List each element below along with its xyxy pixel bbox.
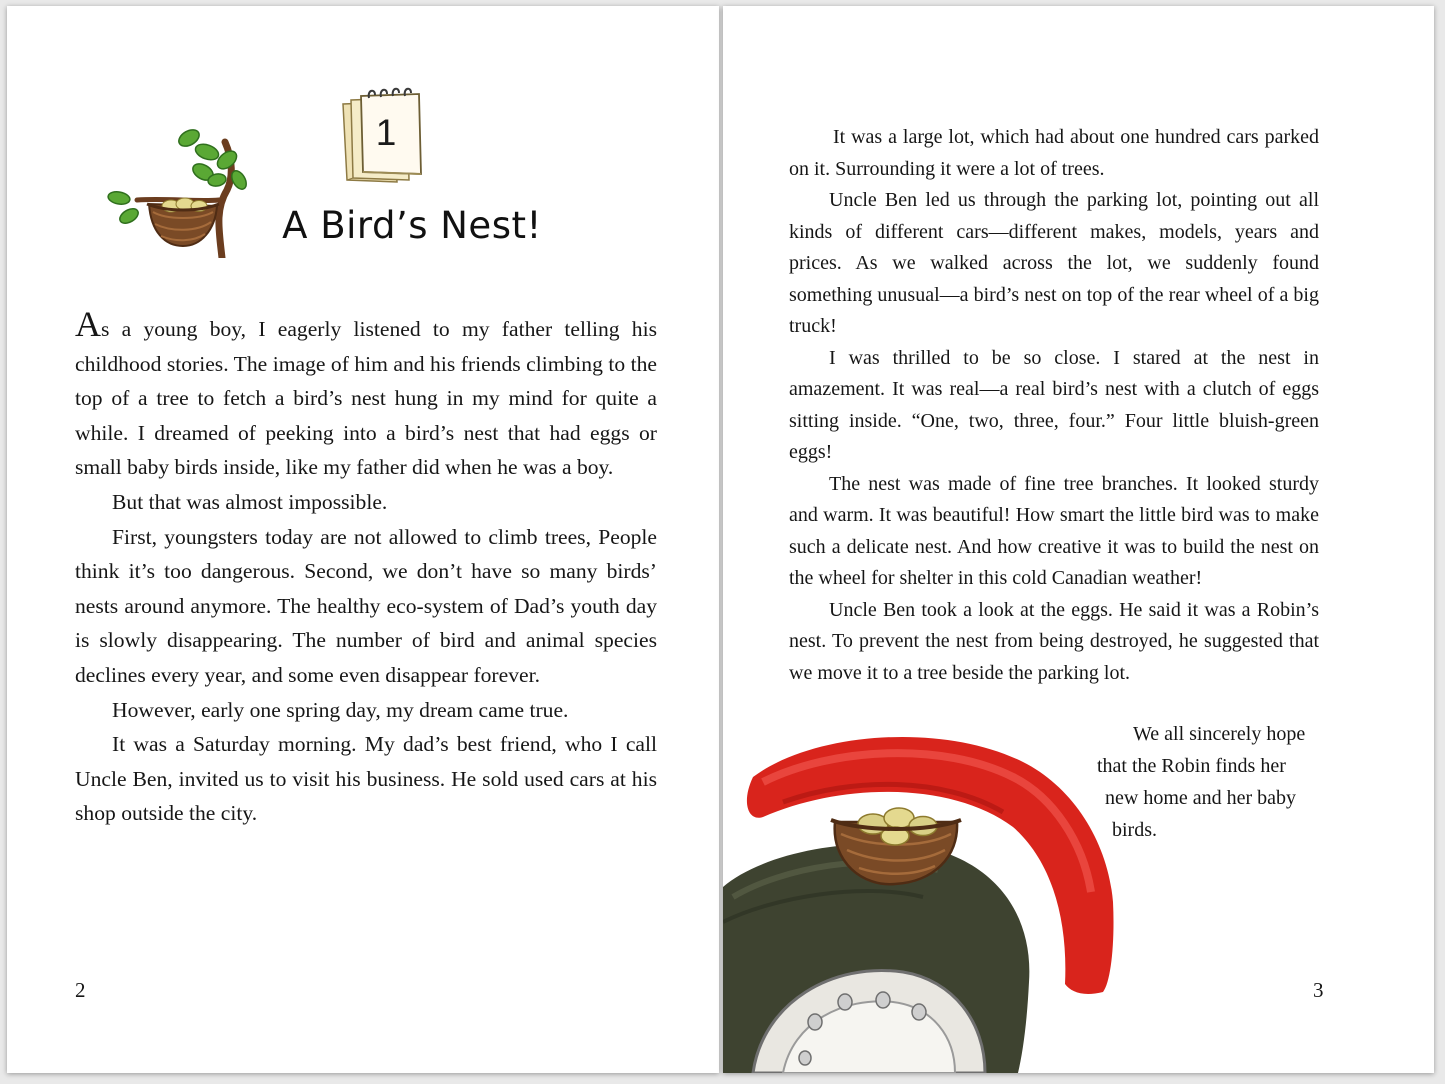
chapter-title: A Bird’s Nest! (282, 204, 542, 247)
paragraph: The nest was made of fine tree branches. It looked sturdy and warm. It was beautiful! How smart the little bird was to make such a delicate nest. And how creative it was to build the nest on the wheel for shelter in this cold Canadian weather! (789, 472, 1319, 589)
left-page-text (75, 306, 657, 831)
calendar-number: 1 (375, 112, 397, 153)
paragraph-text: s a young boy, I eagerly listened to my father telling his childhood stories. The image of him and his friends climbing to the top of a tree to fetch a bird’s nest hung in my mind for quite a while. I dreamed of peeking into a bird’s nest that had eggs or small baby birds inside, like my father did when he was a boy. (75, 317, 657, 480)
paragraph (75, 306, 657, 485)
nest-branch-icon (107, 120, 253, 258)
left-page (7, 6, 719, 1073)
drop-cap: A (75, 304, 101, 344)
paragraph: I was thrilled to be so close. I stared at the nest in amazement. It was real—a real bird’s nest with a clutch of eggs sitting inside. “One, two, three, four.” Four little bluish-green eggs! (789, 346, 1319, 463)
truck-wheel-illustration (723, 722, 1123, 1073)
paragraph: It was a Saturday morning. My dad’s best friend, who I call Uncle Ben, invited us to visit his business. He sold used cars at his shop outside the city. (75, 732, 657, 826)
page-number-right: 3 (1313, 978, 1324, 1002)
paragraph: First, youngsters today are not allowed to climb trees, People think it’s too dangerous. Second, we don’t have so many birds’ nests around anymore. The healthy eco-system of Dad’s youth day is slowly disappearing. The number of bird and animal species declines every year, and some even disappear forever. (75, 524, 657, 687)
wrap-line: birds. (1112, 819, 1157, 841)
page-number-left: 2 (75, 978, 86, 1002)
paragraph: However, early one spring day, my dream came true. (112, 697, 569, 722)
paragraph: But that was almost impossible. (112, 489, 388, 514)
paragraph: Uncle Ben led us through the parking lot, pointing out all kinds of different cars—different makes, models, years and prices. As we walked across the lot, we suddenly found something unusual—a bird’s nest on top of the rear wheel of a big truck! (789, 189, 1319, 337)
paragraph: It was a large lot, which had about one hundred cars parked on it. Surrounding it were a lot of trees. (789, 126, 1319, 180)
wrap-line: new home and her baby (1105, 787, 1297, 809)
wrapped-paragraph (1091, 718, 1321, 846)
wrap-line: We all sincerely hope (1133, 723, 1306, 745)
right-page (723, 6, 1434, 1073)
wrap-line: that the Robin finds her (1097, 755, 1286, 777)
paragraph: Uncle Ben took a look at the eggs. He said it was a Robin’s nest. To prevent the nest from being destroyed, he suggested that we move it to a tree beside the parking lot. (789, 598, 1319, 684)
right-page-text (789, 122, 1319, 689)
